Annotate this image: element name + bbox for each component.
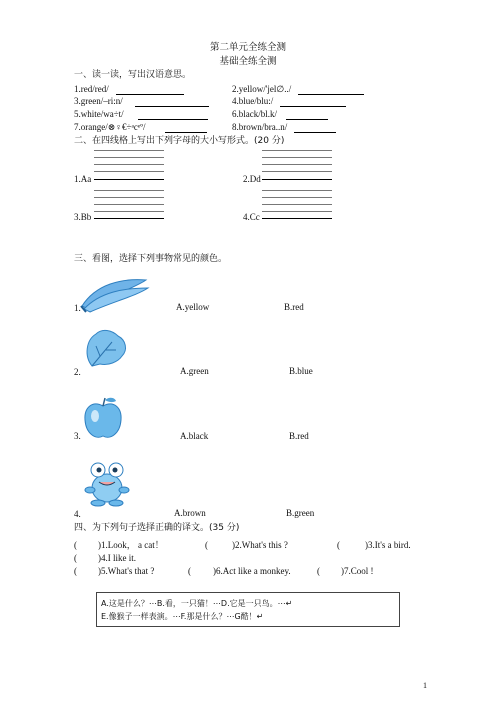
options-line-1: A.这是什么？⋯B.看，一只猫！⋯D.它是一只鸟。⋯↵ <box>101 599 293 608</box>
section2-heading: 二、在四线格上写出下列字母的大小写形式。(20 分) <box>74 136 285 146</box>
options-line-2: E.像猴子一样表演。⋯F.那是什么？⋯G酷！↵ <box>101 612 264 621</box>
section4-heading: 四、为下列句子选择正确的译文。(35 分) <box>74 523 240 533</box>
section1-heading: 一、读一读，写出汉语意思。 <box>74 70 192 80</box>
letter-bb: 3.Bb <box>74 212 92 222</box>
paren-open[interactable]: ( <box>317 566 320 576</box>
answer-line[interactable] <box>135 106 209 107</box>
paren-open[interactable]: ( <box>74 553 77 563</box>
page-title: 第二单元全练全测 <box>209 42 286 53</box>
item-green: 3.green/–ri:n/ <box>74 96 123 106</box>
paren-open[interactable]: ( <box>337 540 340 550</box>
page-subtitle: 基础全练全测 <box>219 56 277 67</box>
sentence-5: )5.What's that ? <box>98 566 155 576</box>
sentence-7: )7.Cool ! <box>341 566 374 576</box>
q2-option-b[interactable]: B.blue <box>289 366 313 376</box>
sentence-6: )6.Act like a monkey. <box>213 566 291 576</box>
letter-dd: 2.Dd <box>243 174 261 184</box>
frog-icon <box>84 458 130 508</box>
q4-option-a[interactable]: A.brown <box>174 508 206 518</box>
paren-open[interactable]: ( <box>188 566 191 576</box>
leaf-icon <box>82 326 130 372</box>
item-orange: 7.orange/⊗♀€÷ᵃcᵉº/ <box>74 122 146 132</box>
answer-line[interactable] <box>165 132 207 133</box>
answer-line[interactable] <box>294 132 336 133</box>
q2-option-a[interactable]: A.green <box>180 366 209 376</box>
section3-heading: 三、看图，选择下列事物常见的颜色。 <box>74 254 228 264</box>
translation-options-box <box>96 592 400 627</box>
item-white: 5.white/wa÷t/ <box>74 109 124 119</box>
q3-option-a[interactable]: A.black <box>180 431 209 441</box>
item-red: 1.red/red/ <box>74 84 109 94</box>
item-yellow: 2.yellow/'jel∅../ <box>232 84 292 94</box>
answer-line[interactable] <box>286 119 328 120</box>
sentence-2: )2.What's this ? <box>232 540 288 550</box>
q1-option-b[interactable]: B.red <box>284 302 304 312</box>
answer-line[interactable] <box>138 119 208 120</box>
sentence-1: )1.Look， a cat！ <box>98 540 164 550</box>
letter-aa: 1.Aa <box>74 174 92 184</box>
q4-number: 4. <box>74 509 81 519</box>
paren-open[interactable]: ( <box>205 540 208 550</box>
answer-line[interactable] <box>116 94 184 95</box>
q1-option-a[interactable]: A.yellow <box>176 302 210 312</box>
apple-icon <box>82 396 124 442</box>
paren-open[interactable]: ( <box>74 540 77 550</box>
letter-cc: 4.Cc <box>243 212 260 222</box>
page-number: 1 <box>423 681 427 690</box>
answer-line[interactable] <box>298 94 364 95</box>
sentence-4: )4.I like it. <box>98 553 136 563</box>
item-blue: 4.blue/blu:/ <box>232 96 274 106</box>
item-brown: 8.brown/bra..n/ <box>232 122 288 132</box>
answer-line[interactable] <box>280 106 346 107</box>
q4-option-b[interactable]: B.green <box>286 508 315 518</box>
q3-option-b[interactable]: B.red <box>289 431 309 441</box>
paren-open[interactable]: ( <box>74 566 77 576</box>
item-black: 6.black/bl.k/ <box>232 109 277 119</box>
q3-number: 3. <box>74 431 81 441</box>
sentence-3: )3.It's a bird. <box>365 540 411 550</box>
q2-number: 2. <box>74 367 81 377</box>
q1-number: 1. <box>74 303 81 313</box>
banana-icon <box>78 276 150 314</box>
